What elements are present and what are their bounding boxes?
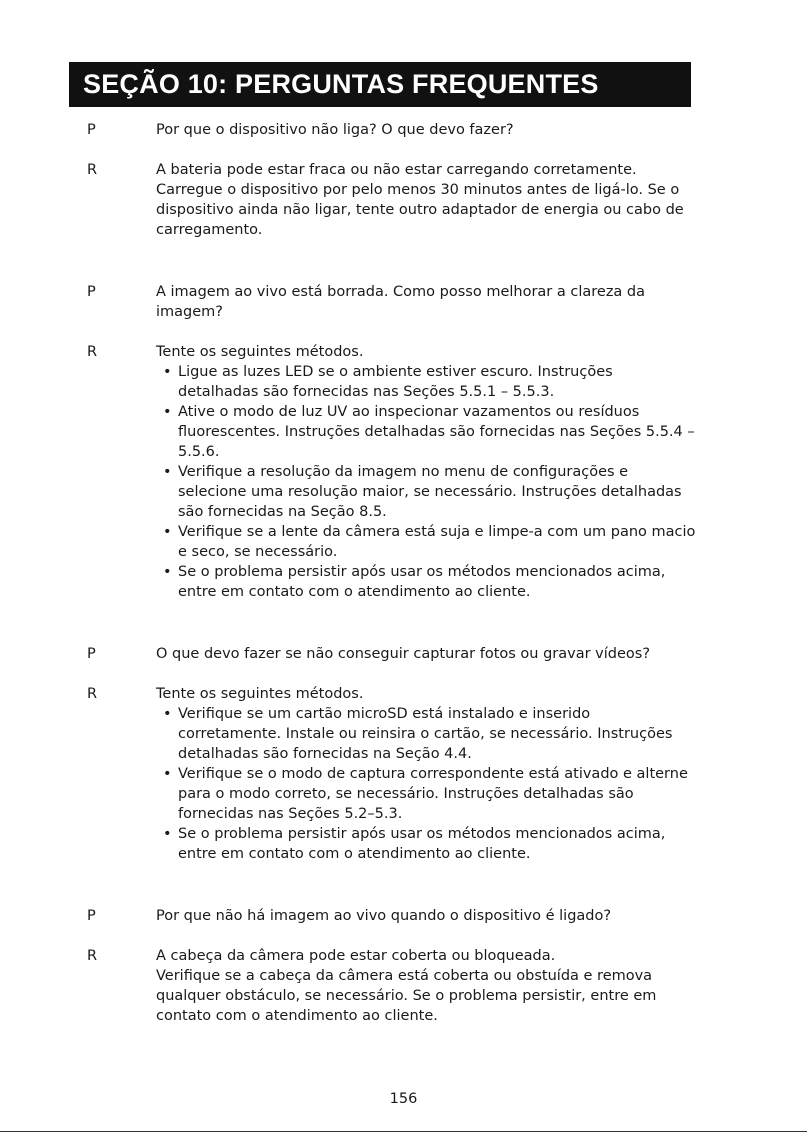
answer-marker: R xyxy=(87,162,98,178)
bullet-item: • Se o problema persistir após usar os métodos mencionados acima, entre em contato com o atendimento ao cliente. xyxy=(156,824,696,864)
answer-line: Verifique se a cabeça da câmera está coberta ou obstuída e remova qualquer obstáculo, se necessário. Se o problema persistir, entre em contato com o atendimento ao cliente. xyxy=(156,968,657,1024)
question-marker: P xyxy=(87,646,96,662)
bottom-divider xyxy=(0,1131,807,1132)
answer-line: Tente os seguintes métodos. xyxy=(156,344,364,360)
answer-bullet-list xyxy=(156,362,696,602)
faq-question-2 xyxy=(0,282,807,322)
faq-question-1 xyxy=(0,120,807,140)
answer-text xyxy=(156,946,696,1026)
bullet-item: • Verifique se o modo de captura correspondente está ativado e alterne para o modo correto, se necessário. Instruções detalhadas são fornecidas nas Seções 5.2–5.3. xyxy=(156,764,696,824)
faq-answer-2 xyxy=(0,342,807,602)
answer-bullet-list xyxy=(156,704,696,864)
bullet-item: • Se o problema persistir após usar os métodos mencionados acima, entre em contato com o atendimento ao cliente. xyxy=(156,562,696,602)
page-number: 156 xyxy=(389,1091,418,1107)
question-marker: P xyxy=(87,122,96,138)
bullet-item: • Ligue as luzes LED se o ambiente estiver escuro. Instruções detalhadas são fornecidas nas Seções 5.5.1 – 5.5.3. xyxy=(156,362,696,402)
faq-list xyxy=(0,120,807,1026)
answer-line: A cabeça da câmera pode estar coberta ou bloqueada. xyxy=(156,948,556,964)
faq-answer-3 xyxy=(0,684,807,864)
question-text: Por que não há imagem ao vivo quando o dispositivo é ligado? xyxy=(156,908,612,924)
section-title: SEÇÃO 10: PERGUNTAS FREQUENTES xyxy=(69,62,691,107)
answer-line: Carregue o dispositivo por pelo menos 30 minutos antes de ligá-lo. Se o dispositivo ainda não ligar, tente outro adaptador de energia ou cabo de carregamento. xyxy=(156,182,684,238)
answer-text xyxy=(156,684,696,864)
answer-line: A bateria pode estar fraca ou não estar carregando corretamente. xyxy=(156,162,637,178)
question-marker: P xyxy=(87,908,96,924)
faq-question-3 xyxy=(0,644,807,664)
answer-text xyxy=(156,342,696,602)
answer-line: Tente os seguintes métodos. xyxy=(156,686,364,702)
bullet-item: • Ative o modo de luz UV ao inspecionar vazamentos ou resíduos fluorescentes. Instruções detalhadas são fornecidas nas Seções 5.5.4 – 5.5.6. xyxy=(156,402,696,462)
faq-question-4 xyxy=(0,906,807,926)
faq-answer-1 xyxy=(0,160,807,240)
question-text: Por que o dispositivo não liga? O que devo fazer? xyxy=(156,122,514,138)
answer-marker: R xyxy=(87,948,98,964)
question-text: A imagem ao vivo está borrada. Como posso melhorar a clareza da imagem? xyxy=(156,284,646,320)
bullet-item: • Verifique se a lente da câmera está suja e limpe-a com um pano macio e seco, se necessário. xyxy=(156,522,696,562)
question-marker: P xyxy=(87,284,96,300)
answer-marker: R xyxy=(87,344,98,360)
faq-answer-4 xyxy=(0,946,807,1026)
question-text: O que devo fazer se não conseguir capturar fotos ou gravar vídeos? xyxy=(156,646,651,662)
bullet-item: • Verifique se um cartão microSD está instalado e inserido corretamente. Instale ou reinsira o cartão, se necessário. Instruções detalhadas são fornecidas na Seção 4.4. xyxy=(156,704,696,764)
answer-text xyxy=(156,160,696,240)
answer-marker: R xyxy=(87,686,98,702)
bullet-item: • Verifique a resolução da imagem no menu de configurações e selecione uma resolução maior, se necessário. Instruções detalhadas são fornecidas na Seção 8.5. xyxy=(156,462,696,522)
